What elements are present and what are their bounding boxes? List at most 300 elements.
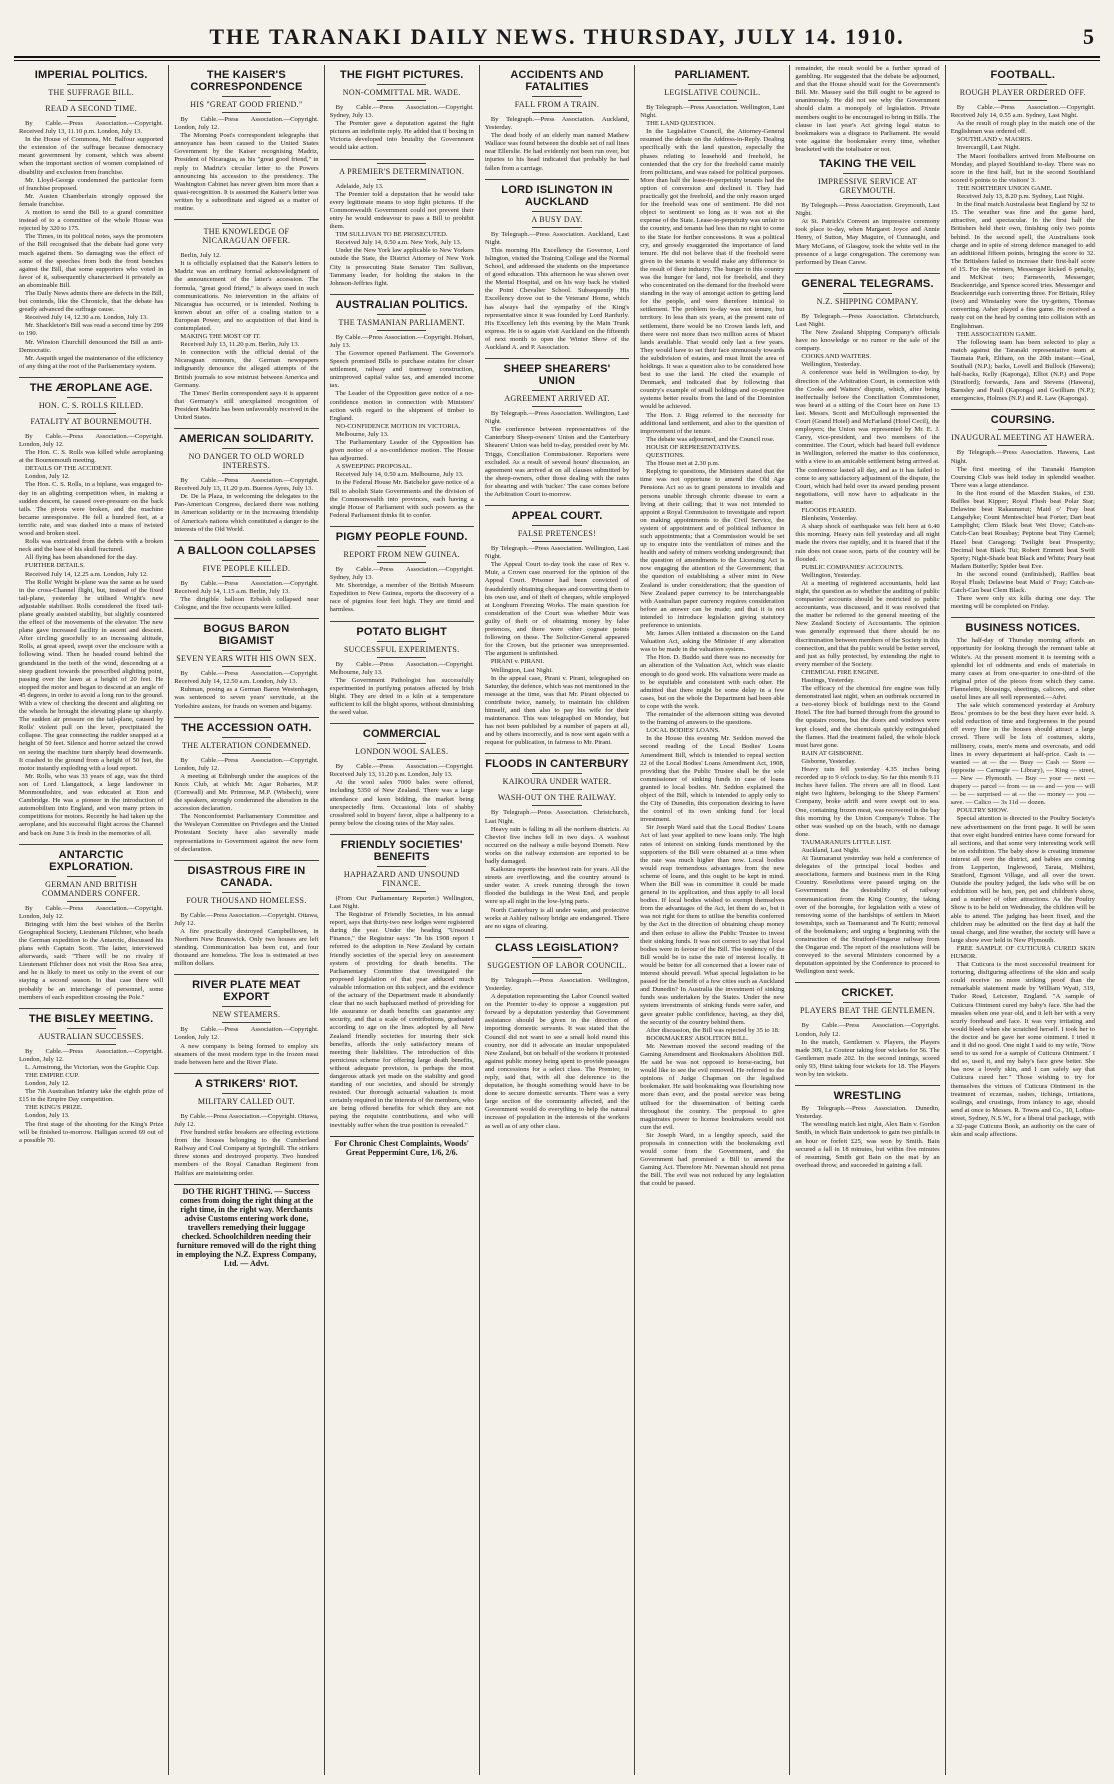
article-headline: APPEAL COURT. bbox=[511, 510, 603, 523]
article bbox=[795, 158, 939, 267]
article-subheading: PLAYERS BEAT THE GENTLEMEN. bbox=[800, 1006, 936, 1016]
article-paragraph: At the wool sales 7000 bales were offered, including 5350 of New Zealand. There was a large attendance and keen bidding, the market being unexpectedly firm. Occasional lots of shabby crossbred sold in buyers' favor, slipe a halfpenny to a penny below the closing rates of the May sales. bbox=[329, 779, 474, 827]
article bbox=[485, 937, 629, 1131]
article-headline: TAKING THE VEIL bbox=[819, 158, 916, 171]
article-divider bbox=[330, 294, 474, 295]
article-paragraph: Mr. Winston Churchill denounced the Bill as anti-Democratic. bbox=[19, 338, 164, 354]
subhead-rule bbox=[843, 173, 892, 174]
columns-container bbox=[14, 65, 1100, 1775]
article-paragraph: At a meeting of registered accountants, held last night, the question as to whether the auditing of public companies' accounts should be restricted to public accountants, was discussed, and it was resolved that the matter be referred to the general meeting of the New Zealand Society of Accountants. The opinion was generally expressed that there should be no discrimination between members of the Society in this connection, and that the public would be better served, and just as fully protected, by extending the right to every member of the Society. bbox=[795, 579, 940, 668]
article-headline: WRESTLING bbox=[833, 1090, 902, 1103]
article bbox=[485, 179, 629, 352]
article-subheading: SUCCESSFUL EXPERIMENTS. bbox=[343, 644, 460, 654]
article-subheading: REPORT FROM NEW GUINEA. bbox=[343, 549, 460, 559]
article-paragraph: A conference was held in Wellington to-day, by direction of the Arbitration Court, in connection with the Cooks and Waiters' dispute, which, after being ineffectually before the Conciliation Commissioner, was heard at a sitting of the Court here on June 13 last. Messrs. Scott and McCullough represented the Court (Grand Hotel) and McFarland (Hotel Cecil), the employers; the Union was represented by Mr. E. J. Carey, vice-president, and two members of the committee. The Court, which had heard full evidence in Wellington, referred the matter to this conference, with a view to an amicable settlement being arrived at. The conference lasted all day, and as it has failed to come to any satisfactory adjustment of the dispute, the Court, which had held over its award pending present negotiations, will now have to adjudicate in the matter. bbox=[795, 369, 940, 506]
article-divider bbox=[330, 159, 474, 160]
article-paragraph: By Cable.—Press Association.—Copyright. Melbourne, July 13. bbox=[329, 660, 474, 676]
article-paragraph: By Cable.—Press Association.—Copyright. London, July 12. bbox=[795, 1022, 940, 1038]
article bbox=[330, 159, 474, 288]
article-paragraph: The New Zealand Shipping Company's officials have no knowledge or no rumor re the sale of the company. bbox=[795, 328, 940, 353]
article-paragraph: The Registrar of Friendly Societies, in his annual report, says that thirty-two new lodges were registered during the year. Under the heading "Unsound Finance," the Registrar says: "In his 1908 report I referred to the adoption in New Zealand by certain friendly societies of the special levy on assessment system of providing for death benefits. The Parliamentary Committee that investigated the proposed legislation of that year adduced much valuable information on this subject, and the evidence of the actuary of the Department made it abundantly clear that no such haphazard method of providing for life assurance or death benefits can guarantee any security, and that a scale of contributions, graduated according to age on the lines adopted by all New Zealand friendly societies for insuring their sick benefits, affords the only satisfactory means of meeting their liabilities. The introduction of this pernicious scheme for offering large death benefits, without adequate provision, is perhaps the most dangerous attack yet made on the stability and good standing of our societies, and should be strongly resisted. Our thorough actuarial valuation is most certainly required in the interests of the members, who are being offered benefits for which they are not paying the requisite contributions, and who will inevitably suffer when the true position is revealed." bbox=[329, 911, 474, 1129]
article-headline: RIVER PLATE MEAT EXPORT bbox=[192, 979, 301, 1004]
article-paragraph: The debate was adjourned, and the Council rose. bbox=[646, 435, 775, 443]
article-paragraph: Special attention is directed to the Poultry Society's new advertisement on the front page. It will be seen that over eight hundred entries have come forward for all sections, and that some very interesting work will be on exhibition. The baby show is creating immense interest all over the district, and babies are coming from Lepperton, Inglewood, Tarata, Midhirst, Stratford, Egmont Village, and all over the town. Outside the poultry judged, the lads who will be on exhibition will be hen, pen, pet and children's show, and a number of other attractions. As the Poultry Show is to be held on Wednesday, the children will be able to attend. The judging has been fixed, and the children may be admitted on the first day at half the usual charge, and fine weather, the society will have a large show ever held in New Plymouth. bbox=[950, 815, 1095, 944]
article-subheading: HON. C. S. ROLLS KILLED. bbox=[38, 400, 144, 410]
column-2 bbox=[169, 65, 324, 1775]
subhead-rule bbox=[67, 397, 116, 398]
subhead-rule bbox=[377, 891, 426, 892]
article bbox=[485, 753, 629, 930]
article-paragraph: Bringing with him the best wishes of the Berlin Geographical Society, Lieutenant Filchner, who heads the German expedition to the Antarctic, discussed his plans with Captain Scott. The latter, interviewed afterwards, said: "There will be no rivalry if Lieutenant Filchner does not visit the Ross Sea area, and he is likely to meet us only in the event of our staying a second season. In that case there will probably be an interchange of personnel, some members of each expedition crossing the Pole." bbox=[19, 920, 164, 1001]
article-paragraph: In connection with the official denial of the Nicaraguan rumours, the German newspapers indignantly denounce the alleged attempts of the British journals to sow mistrust between America and Germany. bbox=[174, 349, 319, 389]
article-paragraph: The efficacy of the chemical fire engine was fully demonstrated last night, when an outbreak occurred in a two-storey block of buildings next to the Grand Hotel. The fire had burned through from the ground to the upstairs rooms, but the doors and windows were kept closed, and the chemicals quickly extinguished the flames. Had the treatment failed, the whole block must have gone. bbox=[795, 685, 940, 749]
subhead-rule bbox=[222, 223, 271, 224]
article-subheading: THE ALTERATION CONDEMNED. bbox=[182, 740, 311, 750]
article bbox=[330, 723, 474, 828]
subhead-rule bbox=[377, 179, 426, 180]
article-paragraph: The Governor opened Parliament. The Governor's Speech promised Bills to purchase estates for closer settlement, railway and tramway construction, unimproved capital value tax, and amended income tax. bbox=[329, 349, 474, 390]
article-subheading: THE TASMANIAN PARLIAMENT. bbox=[338, 317, 465, 327]
article-subheading: WASH-OUT ON THE RAILWAY. bbox=[497, 793, 617, 803]
article-paragraph: By Telegraph.—Press Association. Wellington, Last Night. bbox=[640, 104, 785, 120]
article-paragraph: By Cable.—Press Association.—Copyright. London, July 12. bbox=[174, 116, 319, 132]
article-paragraph: Sir Joseph Ward, in a lengthy speech, said the proposals in connection with the bookmaking evil would come from the Government, and the Government had promised a Bill to amend the Gaming Act. Therefore Mr. Newman should not press the Bill. The evil was not reduced by any legislation that could be passed. bbox=[640, 1131, 785, 1188]
article-subheading: FATALITY AT BOURNEMOUTH. bbox=[30, 416, 152, 426]
column-3 bbox=[325, 65, 480, 1775]
article-subheading: FALSE PRETENCES! bbox=[517, 529, 597, 539]
article-paragraph: Berlin, July 12. bbox=[180, 252, 221, 260]
article bbox=[174, 860, 318, 969]
article-headline: FLOODS IN CANTERBURY bbox=[485, 758, 629, 771]
article-paragraph: By Cable.—Press Association.—Copyright. London, July 12. bbox=[174, 756, 319, 772]
article-paragraph: In the Federal House Mr. Batchelor gave notice of a Bill to abolish State Governments and the division of the Commonwealth into provinces, each having a single House of Parliament with such powers as the Federal Parliament thinks fit to confer. bbox=[329, 479, 474, 519]
article-paragraph: Melbourne, July 13. bbox=[335, 430, 389, 438]
article-paragraph: Auckland, Last Night. bbox=[801, 846, 861, 854]
article-subheading: THE SUFFRAGE BILL. bbox=[48, 88, 134, 97]
article-paragraph: The dirigible balloon Erbsloh collapsed near Cologne, and the five occupants were killed. bbox=[174, 595, 319, 612]
article bbox=[174, 428, 318, 534]
article-subheading: HAPHAZARD AND UNSOUND FINANCE. bbox=[343, 869, 460, 888]
article-divider bbox=[174, 974, 318, 975]
article-subheading: AGREEMENT ARRIVED AT. bbox=[504, 394, 610, 404]
subhead-rule bbox=[532, 973, 581, 974]
article-headline: AUSTRALIAN POLITICS. bbox=[335, 298, 468, 311]
article-divider bbox=[19, 1008, 163, 1009]
subhead-rule bbox=[377, 163, 426, 164]
article-subheading: FALL FROM A TRAIN. bbox=[514, 100, 600, 109]
subhead-rule bbox=[843, 293, 892, 294]
article-paragraph: The Rolls' Wright bi-plane was the same as he used in the cross-Channel flight, but, instead of the fixed tail-plane, yesterday he utilised Wright's new adjustable stabiliser. Rolls considered the fixed tail-plane greatly assisted stability, but slightly countered the effect of the movements of the elevator. The new plane gave increased facility in ascent and descent. After circling gracefully to an increasing altitude, Rolls, at great speed, swept over the enclosure with a following wind. Then he headed round behind the grandstand in the teeth of the wind, descending at a steep gradient towards the prescribed alighting point, passing over the lawn at a height of 20 feet. He stopped the motor and began to descend at an angle of 45 degrees, in order to avoid a long run to the ground. With a view of checking the descent and alighting on the wheels he brought the elevating plane up sharply. The sudden air pressure on the tail-plane, caused by Rolls' violent pull on the lever, precipitated the collapse. The gear connecting the rudder snapped at a height of 50 feet. Silence and horror seized the crowd on seeing the machine turn sharply head downwards. It crashed to the ground from a height of 50 feet, the motor instantly exploding with a loud report. bbox=[19, 578, 164, 772]
article-paragraph: The remainder of the afternoon sitting was devoted to the framing of answers to the questions. bbox=[640, 711, 785, 727]
subhead-rule bbox=[222, 1006, 271, 1007]
article-headline: FRIENDLY SOCIETIES' BENEFITS bbox=[340, 838, 463, 863]
subhead-rule bbox=[377, 657, 426, 658]
subhead-rule bbox=[377, 546, 426, 547]
article-paragraph: The dead body of an elderly man named Mathew Wallace was found between the double set of rail lines near Ellerslie. He had evidently not been run over, but injuries to his head indicated that probably he had fallen from a carriage. bbox=[484, 132, 630, 172]
article-paragraph: A new company is being formed to employ six steamers of the most modern type in the frozen meat trade between here and the River Plate. bbox=[174, 1042, 319, 1066]
article-headline: LORD ISLINGTON IN AUCKLAND bbox=[501, 183, 613, 208]
article-paragraph: FREE SAMPLE OF CUTICURA CURED SKIN HUMOR. bbox=[950, 944, 1095, 960]
article-paragraph: Hastings, Yesterday. bbox=[801, 677, 855, 684]
article bbox=[951, 409, 1095, 611]
article-paragraph: By Cable.—Press Association.—Copyright. Hobart, July 13. bbox=[329, 333, 474, 349]
article-paragraph: By Telegraph.—Press Association. Wellington, Yesterday. bbox=[484, 976, 630, 992]
article-subheading: A PREMIER'S DETERMINATION. bbox=[339, 166, 465, 176]
article-headline: ACCIDENTS AND FATALITIES bbox=[510, 69, 604, 93]
article-paragraph: By Cable.—Press Association.—Copyright. London, July 12. bbox=[19, 432, 164, 448]
article-headline: BOGUS BARON BIGAMIST bbox=[203, 623, 290, 648]
subhead-rule bbox=[377, 759, 426, 760]
article-paragraph: This morning His Excellency the Governor, Lord Islington, visited the Training College and the Normal School, and addressed the students on the importance of good education. This afternoon he was shown over the Mental Hospital, and on his way back he visited the Point Chevalier School. Subsequently His Excellency drove out to the Veterans' Home, which has always had the sympathy of the King's representative since it was founded by Lord Ranfurly. His Excellency left this evening by the Main Trunk express. He is to again visit Auckland on the fifteenth of next month to open the Winter Show of the Auckland A. and P. Association. bbox=[484, 246, 630, 351]
subhead-rule bbox=[843, 1002, 892, 1003]
article-paragraph: In the first round of the Maxden Stakes, of £30. Raffles beat Kipper; Royal Flush beat Polar Star; Delawine beat Rakaunanui; Maid o' Fray beat Langsdyke; Count Menteschief beat Forter; Dart beat Lamplight; Clem Black beat Wet Dove; Catch-as-Catch-Can beat Rousbay; Peptone beat Tiny Carmel; Hazel beat Caragong; Twilight beat Prosperity; Decimal beat Black Tui; Robert Emmett beat Swift Sporty; Night-Shade beat Black and White; Peary beat Madam Butterfly; Spider beat Eve. bbox=[950, 489, 1095, 570]
masthead-rule bbox=[14, 56, 1100, 58]
article-paragraph: Received July 14, 12.30 a.m. London, July 13. bbox=[25, 314, 148, 322]
newspaper-title: THE TARANAKI DAILY NEWS. THURSDAY, JULY 14. 1910. bbox=[209, 24, 905, 49]
article bbox=[174, 717, 318, 854]
article-paragraph: THE LAND QUESTION. bbox=[646, 120, 716, 128]
article-headline: DISASTROUS FIRE IN CANADA. bbox=[187, 864, 306, 889]
subhead-rule bbox=[222, 650, 271, 651]
subhead-rule bbox=[377, 100, 426, 101]
article-divider bbox=[795, 273, 939, 274]
subhead-rule bbox=[998, 84, 1047, 85]
subhead-rule bbox=[377, 641, 426, 642]
article bbox=[330, 621, 474, 718]
article-paragraph: Heavy rain is falling in all the northern districts. At Cheviot five inches fell in two days. A washout occurred on the railway a mile beyond Domett. New works on the railway extension are reported to be badly damaged. bbox=[484, 825, 630, 865]
subhead-rule bbox=[532, 525, 581, 526]
subhead-rule bbox=[222, 1093, 271, 1094]
article-paragraph: London, July 13. bbox=[25, 1112, 70, 1120]
article-paragraph: The conference between representatives of the Canterbury Sheep-owners' Union and the Canterbury Shearers' Union was held to-day, presided over by Mr. Triggs, Conciliation Commissioner. Reporters were excluded. As a result of several hours' discussion, an agreement was arrived at on all clauses submitted by the sheep-owners, other those dealing with the rates for shearing and with 'tucker.' The case comes before the Arbitration Court to-morrow. bbox=[484, 426, 630, 498]
article-paragraph: PUBLIC COMPANIES' ACCOUNTS. bbox=[801, 563, 904, 571]
article-subheading: NON-COMMITTAL MR. WADE. bbox=[342, 88, 461, 97]
article-headline: SHEEP SHEARERS' UNION bbox=[503, 363, 611, 388]
continued-text: remainder, the result would be a further spread of gambling. He suggested that the debate be adjourned, and that the House should wait for the Government's Bill. Mr. Massey said the Bill ought to be agreed to unanimously. He did not see why the Government should claim a monopoly of legislation. Private members ought to be encouraged to bring in Bills. The clause in last year's Act giving legal status to bookmakers was a disgrace to Parliament. He would vote against the bookmaker every time, whether bracketed with the totalisator or not. bbox=[795, 65, 940, 153]
subhead-rule bbox=[67, 1028, 116, 1029]
article-headline: IMPERIAL POLITICS. bbox=[34, 69, 148, 81]
article-subheading: AUSTRALIAN SUCCESSES. bbox=[38, 1031, 144, 1041]
article-headline: ANTARCTIC EXPLORATION. bbox=[49, 848, 134, 873]
article-paragraph: Mr. James Allen initiated a discussion on the Land Valuation Act, asking the Minister if any alteration was to be made in the valuation system. bbox=[640, 630, 785, 654]
article-paragraph: By Cable.—Press Association.—Copyright. Received July 13, 11.10 p.m. London, July 13. bbox=[19, 120, 164, 136]
article-headline: THE FIGHT PICTURES. bbox=[339, 69, 464, 81]
article-paragraph: Dr. De la Plaza, in welcoming the delegates to the Pan-American Congress, declared there was nothing in American solidarity or in the increasing friendship of America's nations which constituted a danger to the interests of the Old World. bbox=[174, 493, 319, 533]
article-paragraph: The first stage of the shooting for the King's Prize will be finished to-morrow. Halligan scored 69 out of a possible 70. bbox=[19, 1120, 164, 1144]
article bbox=[485, 358, 629, 499]
article bbox=[330, 526, 474, 615]
article-divider bbox=[174, 860, 318, 861]
article-paragraph: Under the New York law applicable to New Yorkers outside the State, the District Attorney of New York City is prosecuting State Senator Tim Sullivan, Tammany leader, for holding the stakes in the Johnson-Jeffries fight. bbox=[329, 247, 474, 287]
article-paragraph: BOOKMAKERS' ABOLITION BILL. bbox=[646, 1034, 749, 1042]
article-paragraph: As the result of rough play in the match one of the Englishmen was ordered off. bbox=[950, 120, 1095, 136]
article-paragraph: FURTHER DETAILS. bbox=[25, 562, 85, 570]
article-paragraph: By Cable.—Press Association.—Copyright. Sydney, July 13. bbox=[329, 565, 474, 582]
article-headline: PIGMY PEOPLE FOUND. bbox=[335, 530, 468, 543]
article-divider bbox=[330, 621, 474, 622]
article-subheading: FIVE PEOPLE KILLED. bbox=[202, 563, 291, 573]
article-paragraph: A meeting at Edinburgh under the auspices of the Knox Club, at which Mr. Agar Robartes, M.P. (Cornwall) and Mr. Primrose, M.P. (Wisbech), were the speakers, strongly condemned the alteration in the accession declaration. bbox=[174, 772, 319, 813]
article bbox=[795, 982, 939, 1079]
article-paragraph: Sir Joseph Ward said that the Local Bodies' Loans Act of last year applied to new loans only. The high rates of interest on sinking funds mentioned by the supporters of the Bill were obtained at a time when the rate was much higher than now. Local bodies would reap tremendous advantages from the new scheme of loans, and this ought to be kept in mind. When the Bill was in committee it could be made general in its application, and thus apply to all local bodies. If local bodies wished to exempt themselves from the advantages of the Act, let them do so, but it was not right for them to utilise the benefits conferred by the Act in the direction of obtaining cheap money and then refuse to allow the Public Trustee to invest their sinking funds. It was not correct to say that local bodies were in favour of the Bill. The tendency of the Bill would be to raise the rate of interest locally. It would be better for all concerned that a lower rate of interest should prevail. What special legislation to be passed for the benefit of a few cities such as Auckland and Dunedin? In Australia the investment of sinking funds was undertaken by the States. Under the new system investments of sinking funds were safer, and gave greater public confidence, having, as they did, the security of the country behind them. bbox=[640, 824, 785, 1026]
article-paragraph: THE ASSOCIATION GAME. bbox=[956, 330, 1037, 338]
article-paragraph: It is officially explained that the Kaiser's letters to Madriz was an ordinary formal acknowledgment of the announcement of the latter's accession. The formula, "great good friend," is always used in such communications. No intervention in the affairs of Nicaragua has occurred, or is intended. Nothing is known about an offer of a coaling station to a European Power, and no acquisition of that kind is contemplated. bbox=[174, 260, 319, 332]
article bbox=[174, 1073, 318, 1178]
article-paragraph: A fire practically destroyed Campbelltown, in Northern New Brunswick. Only two houses are left standing. Communication has been cut, and four thousand are homeless. The loss is estimated at two million dollars. bbox=[174, 927, 319, 968]
subhead-rule bbox=[222, 448, 271, 449]
subhead-rule bbox=[532, 773, 581, 774]
article-paragraph: Mr. Austen Chamberlain strongly opposed the female franchise. bbox=[19, 192, 164, 208]
article-paragraph: Mr. Rolls, who was 33 years of age, was the third son of Lord Llangattock, a large landowner in Monmouthshire, and was educated at Eton and Cambridge. He was a pioneer in the introduction of automobilism into England, and won many prizes in competitions for motors. Recently he had taken up the aeroplane, and his successful flight across the Channel and back on June 3 is fresh in the memories of all. bbox=[19, 772, 164, 837]
article-divider bbox=[485, 179, 629, 180]
article-headline: A STRIKERS' RIOT. bbox=[194, 1077, 299, 1090]
article-paragraph: HOUSE OF REPRESENTATIVES. bbox=[646, 443, 741, 451]
article-paragraph: The 7th Australian Infantry take the eighth prize of £15 in the Empire Day competition. bbox=[19, 1088, 164, 1104]
article-paragraph: Wellington, Yesterday. bbox=[801, 361, 861, 369]
article-paragraph: The Hon. D. Buddo said there was no necessity for an alteration of the Valuation Act, which was elastic enough to do good work. His valuations were made as to be equitable and consistent with each other. He admitted that there might be some delay in a few cases, but on the whole the Department had been able to cope with the work. bbox=[640, 654, 785, 710]
article-paragraph: The Hon. C. S. Rolls was killed while aeroplaning at the Bournemouth meeting. bbox=[19, 449, 164, 465]
article-paragraph: In the second round (unfinished), Raffles beat Royal Flush; Delawine beat Maid o' Fray; Catch-as-Catch-Can beat Clem Black. bbox=[950, 570, 1095, 595]
article-divider bbox=[174, 618, 318, 619]
article bbox=[330, 294, 474, 520]
article-subheading: INAUGURAL MEETING AT HAWERA. bbox=[951, 433, 1095, 443]
subhead-rule bbox=[222, 753, 271, 754]
article bbox=[795, 1085, 939, 1170]
article-paragraph: A motion to send the Bill to a grand committee instead of to a committee of the whole House was rejected by 320 to 175. bbox=[19, 209, 164, 233]
article-headline: THE BISLEY MEETING. bbox=[28, 1012, 154, 1025]
article-paragraph: Invercargill, Last Night. bbox=[956, 144, 1021, 152]
article-headline: CLASS LEGISLATION? bbox=[495, 941, 619, 954]
article-paragraph: The Nonconformist Parliamentary Committee and the Wesleyan Committee on Privileges and the United Protestant Society have also severally made representations to Government against the new form of declaration. bbox=[174, 813, 319, 853]
article-paragraph: Received July 13, 11.20 p.m. Berlin, July 13. bbox=[180, 341, 300, 349]
article-paragraph: By Telegraph.—Press Association. Christchurch, Last Night. bbox=[795, 312, 940, 328]
article-paragraph: Wellington, Yesterday. bbox=[801, 571, 861, 579]
article-paragraph: By Cable.—Press Association.—Copyright. Sydney, July 13. bbox=[329, 104, 474, 120]
article-paragraph: Mr. Lloyd-George condemned the particular form of franchise proposed. bbox=[19, 176, 164, 192]
article-paragraph: The Maori footballers arrived from Melbourne on Monday, and played Southland to-day. There was no score in the first half, but in the second Southland scored 6 points to the visitors' 3. bbox=[950, 152, 1095, 184]
article-subheading: LEGISLATIVE COUNCIL. bbox=[664, 88, 761, 97]
article bbox=[174, 618, 318, 710]
subhead-rule bbox=[377, 84, 426, 85]
article-paragraph: By Telegraph.—Press Association. Hawera, Last Night. bbox=[950, 449, 1095, 465]
subhead-rule bbox=[843, 309, 892, 310]
subhead-rule bbox=[532, 390, 581, 391]
article bbox=[485, 69, 629, 173]
article-paragraph: All flying has been abandoned for the day. bbox=[25, 554, 137, 562]
article-paragraph: Mr. Newman moved the second reading of the Gaming Amendment and Bookmakers Abolition Bill. He said he was not opposed to horse-racing, but would like to see the evil removed. He referred to the opinions of Judge Chapman on the legalised bookmaker. He said bookmaking was flourishing now more than ever, and the postal service was being utilised for the dissemination of betting cards throughout the country. The proposal to give magistrates power to license bookmakers would not cure the evil. bbox=[640, 1042, 785, 1131]
subhead-rule bbox=[67, 84, 116, 85]
article-subheading: SUGGESTION OF LABOR COUNCIL. bbox=[487, 960, 627, 970]
article-divider bbox=[174, 428, 318, 429]
article-paragraph: THE NORTHERN UNION GAME. bbox=[956, 184, 1053, 192]
article-paragraph: TAUMARANUI'S LITTLE LIST. bbox=[801, 838, 892, 846]
article-paragraph: NO-CONFIDENCE MOTION IN VICTORIA. bbox=[335, 422, 461, 430]
article-headline: A BALLOON COLLAPSES bbox=[176, 544, 316, 557]
article-paragraph: Blenheim, Yesterday. bbox=[801, 515, 858, 523]
article-divider bbox=[330, 834, 474, 835]
column-7 bbox=[946, 65, 1100, 1775]
article bbox=[951, 617, 1095, 1139]
subhead-rule bbox=[67, 413, 116, 414]
article-paragraph: By Cable.—Press Association.—Copyright. Ottawa, July 12. bbox=[174, 911, 319, 927]
article-paragraph: Received July 13, 8.20 p.m. Sydney, Last Night. bbox=[956, 193, 1085, 201]
subhead-rule bbox=[843, 1018, 892, 1019]
article bbox=[19, 377, 163, 838]
article bbox=[640, 69, 784, 1189]
article-paragraph: By Cable.—Press Association.—Copyright. Ottawa, July 12. bbox=[174, 1112, 319, 1128]
article-divider bbox=[174, 540, 318, 541]
article-headline: BUSINESS NOTICES. bbox=[965, 622, 1081, 635]
article-paragraph: After discussion, the Bill was rejected by 35 to 18. bbox=[646, 1026, 780, 1034]
advertisement: DO THE RIGHT THING. — Success comes from doing the right thing at the right time, in the right way. Merchants advise Customs entering work done, travellers remedying their luggage checked. Schoolchildren needing their furniture removed will do the right thing in employing the N.Z. Express Company, Ltd. — Advt. bbox=[174, 1184, 318, 1268]
article-subheading: MILITARY CALLED OUT. bbox=[197, 1096, 295, 1106]
column-1 bbox=[14, 65, 169, 1775]
article-paragraph: By Cable.—Press Association.—Copyright. Received July 14, 12.50 a.m. London, July 13. bbox=[174, 670, 319, 686]
article-paragraph: (From Our Parliamentary Reporter.) Wellington, Last Night. bbox=[329, 894, 474, 910]
article-headline: PARLIAMENT. bbox=[674, 69, 750, 81]
subhead-rule bbox=[377, 866, 426, 867]
article bbox=[174, 69, 318, 213]
column-5 bbox=[635, 65, 790, 1775]
article-divider bbox=[174, 1073, 318, 1074]
subhead-rule bbox=[67, 100, 116, 101]
article bbox=[174, 219, 318, 422]
article-subheading: NEW STEAMERS. bbox=[212, 1010, 281, 1020]
article-subheading: KAIKOURA UNDER WATER. bbox=[502, 777, 612, 787]
subhead-rule bbox=[532, 96, 581, 97]
article-paragraph: By Cable.—Press Association.—Copyright. London, July 12. bbox=[19, 904, 164, 920]
article-paragraph: POULTRY SHOW. bbox=[956, 807, 1008, 815]
article-paragraph: TIM SULLIVAN TO BE PROSECUTED. bbox=[335, 231, 448, 239]
subhead-rule bbox=[67, 429, 116, 430]
article bbox=[330, 69, 474, 153]
subhead-rule bbox=[532, 957, 581, 958]
subhead-rule bbox=[67, 901, 116, 902]
article-paragraph: In the Legislative Council, the Attorney-General resumed the debate on the Address-in-Reply. Dealing specifically with the land question, especially the phases relating to leasehold and freehold, he contended that the cry for the freehold came mainly from politicians, and was raised for political purposes. More than half the lease-in-perpetuity tenants had the option of conversion and declined it. They had practically got the freehold, and the only reason urged for the freehold was one of sentiment. He did not object to sentiment so long as it was not at the expense of the State. Lease-in-perpetuity was unfair to the country, and tenants had less than no right to come to the State for further concessions. It was a political cry, and grossly exaggerated the importance of land tenure. He did not believe that if the freehold were given to the tenants it would make any difference to the result of their industry. The hunger in this country was the hunger for land, not for freehold, and they who concentrated on the demand for the freehold were standing in the way of amongst action to getting land for the people, and were therefore inimical to settlement. The problem to-day was not tenure, but territory. In less than six years, at the present rate of settlement, there would be no Crown lands left, and there were not more than two million acres of Maori lands available. That would only last a few years. They would have to set their face strenuously towards the subdivision of estates, and must limit the area of holdings. It was a question also to be considered how best to use the land. He cited the example of Denmark, and indicated that by following that country's example of small holdings and co-operative systems better results from the land of the Dominion would be achieved. bbox=[640, 128, 785, 411]
article-divider bbox=[485, 505, 629, 506]
article-paragraph: At Taumaranui yesterday was held a conference of delegates of the principal local bodies and associations, farmers and business men in the King Country. Resolutions were passed urging on the Government the desirability of railway communication from the King Country, the taking over of the boroughs, for legislation with a view of removing some of the hardships of settlers in Maori townships, such as Taumaranui and Te Kuiti; removal of the bookmakers; and urging a beginning with the construction of the Stratford-Ongarue railway from the Ongarue end. The report of the resolutions will be conveyed to the several Ministers concerned by a deputation appointed by the Conference to proceed to Wellington next week. bbox=[795, 855, 940, 976]
article-headline: AMERICAN SOLIDARITY. bbox=[179, 433, 314, 446]
article-paragraph: MAKING THE MOST OF IT. bbox=[180, 333, 261, 341]
article-divider bbox=[330, 723, 474, 724]
subhead-rule bbox=[222, 112, 271, 113]
article-paragraph: By Cable.—Press Association.—Copyright. Received July 13, 11.20 p.m. London, July 13. bbox=[329, 763, 474, 779]
article-paragraph: By Cable.—Press Association.—Copyright. Received July 14, 0.55 a.m. Sydney, Last Night. bbox=[950, 104, 1095, 120]
article bbox=[174, 540, 318, 612]
article-divider bbox=[330, 526, 474, 527]
article-paragraph: LOCAL BODIES' LOANS. bbox=[646, 727, 720, 735]
article-paragraph: L. Armstrong, the Victorian, won the Graphic Cup. bbox=[25, 1063, 160, 1071]
article-paragraph: The Hon. C. S. Rolls, in a biplane, was engaged to-day in an alighting competition when, in making a sudden descent, he caused over-pressure on the back tails. The pivots were broken, and the machine became unresponsive. He fell a hundred feet, at a terrific rate, and was dashed into a mass of twisted wood and broken steel. bbox=[19, 481, 164, 538]
article-paragraph: FLOODS FEARED. bbox=[801, 507, 856, 515]
subhead-rule bbox=[532, 112, 581, 113]
article-paragraph: The Government Pathologist has successfully experimented in purifying potatoes affected by Irish blight. They are dried in a kiln at a temperature sufficient to kill the blight spores, without diminishing the seed value. bbox=[329, 676, 474, 717]
article-paragraph: The Times' Berlin correspondent says it is apparent that Germany's still unexplained recognition of President Madriz has been unfavorably received in the United States. bbox=[174, 389, 319, 421]
column-6 bbox=[790, 65, 945, 1775]
article-paragraph: The Premier gave a deputation against the fight pictures an indefinite reply. He added that if boxing in Victoria developed into brutality the Government would take action. bbox=[329, 120, 474, 152]
article-subheading: SEVEN YEARS WITH HIS OWN SEX. bbox=[176, 654, 317, 664]
article-subheading: GERMAN AND BRITISH COMMANDERS CONFER. bbox=[41, 879, 141, 898]
article-paragraph: Mr. Asquith urged the maintenance of the efficiency of any thing at the root of the Parliamentary system. bbox=[19, 354, 164, 370]
article-paragraph: London, July 12. bbox=[25, 1080, 70, 1088]
article-paragraph: The first meeting of the Taranaki Hampton Coursing Club was held today in splendid weather. There was a large attendance. bbox=[950, 465, 1095, 489]
article-subheading: A BUSY DAY. bbox=[531, 214, 583, 224]
article-paragraph: Received July 14, 0.50 a.m. Melbourne, July 13. bbox=[335, 471, 464, 479]
subhead-rule bbox=[222, 560, 271, 561]
article-paragraph: North Canterbury is all under water, and protective works at Ashley railway bridge are endangered. There are no signs of clearing. bbox=[484, 906, 630, 930]
article-divider bbox=[951, 617, 1095, 618]
article-paragraph: The following team has been selected to play a match against the Taranaki representative team at Taumata Park, Eltham, on the 20th instant:—Goal, Southall (N.P.); backs, Lovell and Bullock (Hawera); half-backs, Kelly (Kaponga), Elliot (N.P.) and Pope (Stratford); forwards, Jans and Stevens (Hawera), Barnsley and Paull (Kaponga) and Gwilliam (N.P.); emergencies, Holmes (N.P.) and R. Law (Kaponga). bbox=[950, 338, 1095, 403]
subhead-rule bbox=[222, 892, 271, 893]
article-divider bbox=[485, 358, 629, 359]
subhead-rule bbox=[843, 198, 892, 199]
article-paragraph: There were only six kills during one day. The meeting will be completed on Friday. bbox=[950, 595, 1095, 611]
subhead-rule bbox=[377, 314, 426, 315]
article-headline: THE ACCESSION OATH. bbox=[181, 721, 312, 734]
subhead-rule bbox=[377, 562, 426, 563]
article-paragraph: By Cable.—Press Association.—Copyright. London, July 12. bbox=[174, 1026, 319, 1042]
masthead-rule-thin bbox=[14, 60, 1100, 61]
article-paragraph: The half-day of Thursday morning affords an opportunity for looking through the remnant table at White's. At the present moment it is teeming with a splendid lot of oddments and ends of materials in many cases at from one-quarter to one-third of the original price of the pieces from which they came. Flannelette, blousings, sheetings, calicoes, and other useful lines are all well represented.—Advt. bbox=[950, 637, 1095, 701]
article-subheading: IMPRESSIVE SERVICE AT GREYMOUTH. bbox=[818, 177, 918, 196]
article-paragraph: By Telegraph.—Press Association. Christchurch, Last Night. bbox=[484, 809, 630, 825]
article-subheading: NO DANGER TO OLD WORLD INTERESTS. bbox=[188, 452, 305, 471]
article-paragraph: DETAILS OF THE ACCIDENT. bbox=[25, 465, 113, 473]
masthead bbox=[14, 10, 1100, 50]
subhead-rule bbox=[688, 100, 737, 101]
article-paragraph: A sharp shock of earthquake was felt here at 6.40 this morning. Heavy rain fell yesterday and all night made the rivers rise rapidly, and it is feared that if the rain does not cease soon, parts of the country will be flooded. bbox=[795, 523, 940, 563]
article-paragraph: PIRANI v. PIRANI. bbox=[490, 658, 545, 666]
article-paragraph: Heavy rain fell yesterday 4.35 inches being recorded up to 9 o'clock to-day. So far this month 9.11 inches have fallen. The rivers are all in flood. Last night two lighters, belonging to the Sheep Farmers' Company, broke adrift and were swept out to sea. One, containing frozen meat, was recovered in the bay this morning by the Union Company's Tuhoe. The other was washed up on the beach, with no damage done. bbox=[795, 766, 940, 838]
article-headline: THE KAISER'S CORRESPONDENCE bbox=[190, 69, 303, 93]
page-number: 5 bbox=[1083, 24, 1094, 49]
article-paragraph: By Telegraph.—Press Association. Auckland, Last Night. bbox=[484, 230, 630, 246]
article-paragraph: Mr. Shackleton's Bill was read a second time by 299 to 190. bbox=[19, 322, 164, 338]
article-divider bbox=[951, 409, 1095, 410]
article bbox=[951, 69, 1095, 403]
subhead-rule bbox=[532, 227, 581, 228]
article-headline: CRICKET. bbox=[841, 987, 894, 1000]
article-paragraph: Rolls was extricated from the debris with a broken neck and the base of his skull fractured. bbox=[19, 538, 164, 554]
article-paragraph: The House met at 2.30 p.m. bbox=[646, 460, 720, 468]
article-subheading: FOUR THOUSAND HOMELESS. bbox=[186, 895, 307, 905]
article-subheading: THE KNOWLEDGE OF NICARAGUAN OFFER. bbox=[202, 227, 291, 246]
article-headline: COMMERCIAL bbox=[362, 728, 441, 741]
subhead-rule bbox=[377, 330, 426, 331]
article-paragraph: The Parliamentary Leader of the Opposition has given notice of a no-confidence motion. The House has adjourned. bbox=[329, 439, 474, 463]
article-paragraph: Adelaide, July 13. bbox=[335, 182, 384, 190]
subhead-rule bbox=[67, 116, 116, 117]
article-headline: THE ÆROPLANE AGE. bbox=[29, 381, 153, 394]
article-divider bbox=[174, 717, 318, 718]
article-paragraph: Replying to questions, the Ministers stated that the time was not opportune to amend the Old Age Pensions Act so as to grant pensions to invalids and persons unable through chronic disease to earn a living at their calling; that it was not intended to appoint a Royal Commission to investigate and report on making appointments to the Civil Service, the system of appointment and of political influence in such appointments; that a Commission would be set up to enquire into the ventilation of mines and the health and safety of miners working underground; that the question of amendments to the Licensing Act is now engaging the attention of the Government; that the question of establishing a silver mint in New Zealand is under consideration; that the question of New Zealand paper currency to be interchangeable with Australian paper currency requires consideration before an answer can be made; and that it is not intended to introduce legislation giving statutory preference to unionists. bbox=[640, 468, 785, 629]
article-subheading: LONDON WOOL SALES. bbox=[355, 747, 449, 757]
article-paragraph: THE KING'S PRIZE. bbox=[25, 1104, 83, 1112]
article-subheading: N.Z. SHIPPING COMPANY. bbox=[816, 296, 919, 306]
subhead-rule bbox=[532, 211, 581, 212]
subhead-rule bbox=[532, 805, 581, 806]
article-paragraph: By Telegraph.—Press Association. Wellington, Last Night. bbox=[484, 545, 630, 561]
article-paragraph: Five hundred strike breakers are effecting evictions from the houses belonging to the Cumberland Railway and Coal Company at Springhill. The strikers threw stones and destroyed property. Two hundred members of the Royal Canadian Regiment from Halifax are maintaining order. bbox=[174, 1129, 319, 1177]
article-paragraph: THE EMPIRE CUP. bbox=[25, 1072, 80, 1079]
subhead-rule bbox=[998, 445, 1047, 446]
article-divider bbox=[485, 753, 629, 754]
article-paragraph: The Daily News admits there are defects in the Bill, but contends, like the Chronicle, that the debate has greatly advanced the suffrage cause. bbox=[19, 289, 164, 314]
column-4 bbox=[480, 65, 635, 1775]
article-paragraph: That Cuticura is the most successful treatment for torturing, disfiguring affections of the skin and scalp could receive no more striking proof than the remarkable statement made by William Wyatt, 319, Tudor Road, Leicester, England. "A sample of Cuticura Ointment cured my baby's face. She had the measles when one year old, and it left her with a very scurfy forehead and face. It was very irritating and would bleed when she scratched herself. I took her to the doctor and he gave her some ointment. I tried it and it did no good. One night I said to my wife, 'Now send to us send for a sample of Cuticura Ointment.' I did so, used it, and my baby's face grew better. She has now a lovely skin, and I can safely say that Cuticura cured her." Those wishing to try for themselves the virtues of Cuticura Ointment in the treatment of eczemas, rashes, itchings, irritations, scalings, and crustings, from infancy to age, should send at once to Messrs. R. Towns and Co., 10, Loftus-street, Sydney, N.S.W., for a liberal trial package, with a 32-page Cuticura Book, an authority on the care of skin and scalp affections. bbox=[950, 961, 1095, 1139]
article-paragraph: The Premier told a deputation that he would take every legitimate means to stop fight pictures. If the Commonwealth Government could not prevent their entry he would endeavour to pass a Bill to prohibit them. bbox=[329, 190, 474, 231]
subhead-rule bbox=[67, 876, 116, 877]
